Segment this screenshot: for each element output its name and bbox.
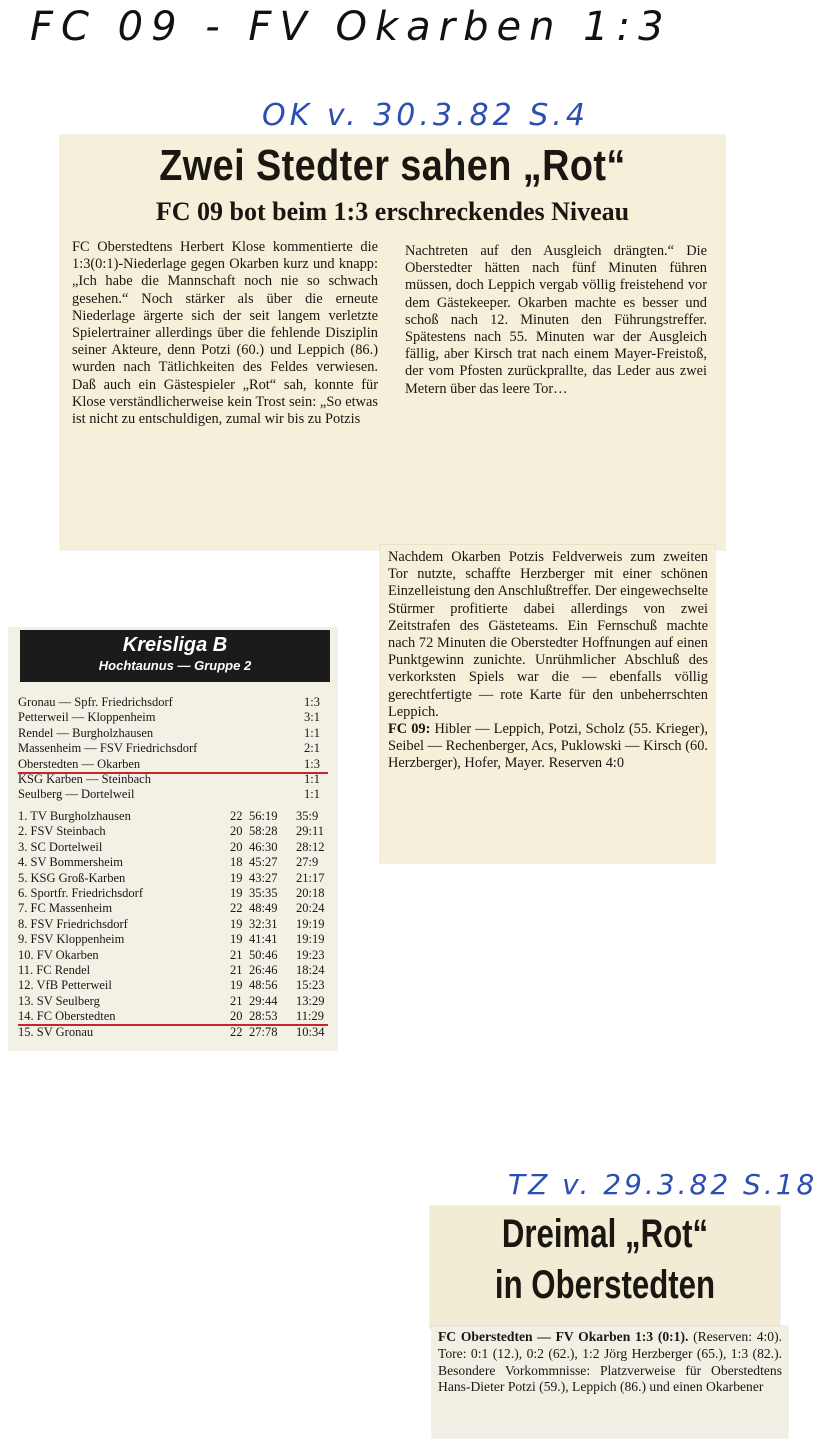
standings-games: 20 [230,824,243,839]
result-row [18,741,328,756]
standings-row [18,886,328,901]
result-row [18,710,328,725]
standings-games: 18 [230,855,243,870]
result-score: 3:1 [304,710,320,725]
standings-team: 7. FC Massenheim [18,901,113,916]
clip2-headline-line1: Dreimal „Rot“ [501,1212,709,1256]
standings-goals: 58:28 [249,824,278,839]
result-score: 1:1 [304,772,320,786]
standings-points: 18:24 [296,963,325,977]
article-column-right-top: Nachtreten auf den Ausgleich drängten.“ Die Oberstedter hätten nach fünf Minuten führen müssen, doch Leppich vergab völlig freistehend vor dem Gästekeeper. Okarben machte es besser und schoß nach 12. Minuten den Führungstreffer. Spätestens nach 55. Minuten war der Ausgleich fällig, aber Kirsch trat nach einem Mayer-Freistoß, der vom Pfosten zurückprallte, das Leder aus zwei Metern über das leere Tor… [405,243,707,397]
standings-points: 11:29 [296,1009,325,1024]
result-match: Oberstedten — Okarben [18,756,141,771]
standings-row [18,917,328,932]
standings-goals: 35:35 [249,886,278,900]
standings-team: 12. VfB Petterweil [18,978,112,993]
result-match: Gronau — Spfr. Friedrichsdorf [18,695,173,709]
standings-goals: 27:78 [249,1024,278,1039]
standings-points: 29:11 [296,824,325,839]
handwritten-source-note-1: OK v. 30.3.82 S.4 [262,98,589,133]
standings-goals: 48:56 [249,978,278,993]
clip2-body-text: (Reserven: 4:0). Tore: 0:1 (12.), 0:2 (62.), 1:2 Jörg Herzberger (65.), 1:3 (82.). Besondere Vorkommnisse: Platzverweise für Oberstedtens Hans-Dieter Potzi (59.), Leppich (86.) und einen Okarbener [438,1329,782,1395]
standings-goals: 45:27 [249,855,278,870]
result-match: Seulberg — Dortelweil [18,787,135,802]
standings-row [18,871,328,886]
result-row [18,695,328,710]
standings-team: 15. SV Gronau [18,1024,94,1039]
league-title: Kreisliga B [122,634,228,656]
standings-row [18,824,328,839]
standings-team: 5. KSG Groß-Karben [18,870,126,885]
standings-games: 22 [230,809,243,823]
league-table-clipping [8,627,338,1051]
standings-team: 9. FSV Kloppenheim [18,932,125,947]
standings-games: 21 [230,963,243,977]
standings-points: 15:23 [296,978,325,993]
clip2-lead: FC Oberstedten — FV Okarben 1:3 (0:1). [438,1329,689,1344]
standings-games: 19 [230,916,243,931]
standings-goals: 48:49 [249,901,278,916]
result-score: 1:1 [304,725,320,740]
standings-team: 1. TV Burgholzhausen [18,809,131,823]
article-column-right-bottom [388,549,708,773]
standings-points: 19:19 [296,916,325,931]
standings-points: 19:19 [296,932,325,947]
result-score: 1:1 [304,787,320,802]
result-match: Petterweil — Kloppenheim [18,710,156,725]
article-paragraph: Nachdem Okarben Potzis Feldverweis zum zweiten Tor nutzte, schaffte Herzberger mit einer schönen Einzelleistung den Anschlußtreffer. Der eingewechselte Stürmer profitierte dabei allerdings von zwei Zeitstrafen des Gästeteams. Ein Fernschuß machte nach 72 Minuten die Oberstedter Hoffnungen auf einen Punktgewinn zunichte. Unrühmlicher Abschluß des verkorksten Spiels war die — ebenfalls völlig gerechtfertigte — rote Karte für den unbeherrschten Leppich. [388,549,708,720]
standings-games: 21 [230,947,243,962]
result-match: KSG Karben — Steinbach [18,772,151,786]
standings-goals: 43:27 [249,870,278,885]
standings-row [18,932,328,947]
article-continuation-clipping [380,545,715,863]
standings-team: 4. SV Bommersheim [18,855,123,870]
standings-goals: 56:19 [249,809,278,823]
standings-games: 19 [230,870,243,885]
standings-games: 22 [230,1024,243,1039]
standings-points: 28:12 [296,839,325,854]
standings-row [18,978,328,993]
standings-games: 20 [230,839,243,854]
standings-row [18,855,328,870]
result-match: Rendel — Burgholzhausen [18,725,154,740]
standings-games: 20 [230,1009,243,1024]
standings-goals: 46:30 [249,839,278,854]
result-score: 2:1 [304,741,320,756]
standings-points: 21:17 [296,870,325,885]
standings-row [18,948,328,963]
standings-games: 21 [230,993,243,1008]
result-row [18,772,328,787]
league-header [20,630,330,682]
standings-games: 22 [230,901,243,916]
standings-points: 13:29 [296,993,325,1008]
standings-goals: 28:53 [249,1009,278,1024]
standings-points: 19:23 [296,947,325,962]
clip2-body-box [432,1326,788,1438]
clip2-headline-line2: in Oberstedten [494,1263,716,1307]
standings-row [18,901,328,916]
standings-team: 2. FSV Steinbach [18,824,106,839]
standings-team: 3. SC Dortelweil [18,839,103,854]
standings-points: 35:9 [296,809,319,823]
standings-goals: 29:44 [249,993,278,1008]
lineup-text: Hibler — Leppich, Potzi, Scholz (55. Krieger), Seibel — Rechenberger, Acs, Puklowski — Kirsch (60. Herzberger), Hofer, Mayer. Reserven 4:0 [388,721,708,772]
standings-games: 19 [230,932,243,947]
result-row [18,787,328,802]
article-column-left: FC Oberstedtens Herbert Klose kommentierte die 1:3(0:1)-Niederlage gegen Okarben kurz und knapp: „Ich habe die Mannschaft noch nie so schwach gesehen.“ Noch stärker als über die erneute Niederlage ärgerte sich der seit langem verletzte Spielertrainer allerdings über die fehlende Disziplin seiner Akteure, denn Potzi (60.) und Leppich (86.) wurden nach Tätlichkeiten des Feldes verwiesen. Daß auch ein Gästespieler „Rot“ sah, konnte für Klose verständlicherweise kein Trost sein: „So etwas ist nicht zu entschuldigen, zumal wir bis zu Potzis [72,239,378,428]
standings-row [18,1025,328,1040]
standings-team: 13. SV Seulberg [18,993,100,1008]
result-score: 1:3 [304,756,320,771]
article-headline: Zwei Stedter sahen „Rot“ [159,141,626,190]
standings-points: 20:24 [296,901,325,916]
standings-points: 20:18 [296,886,325,900]
standings-goals: 26:46 [249,963,278,977]
standings-team: 6. Sportfr. Friedrichsdorf [18,886,143,900]
standings-games: 19 [230,886,243,900]
lineup-label: FC 09: [388,721,431,738]
standings-goals: 50:46 [249,947,278,962]
clip2-paragraph [438,1329,782,1396]
result-match: Massenheim — FSV Friedrichsdorf [18,741,198,756]
standings-row [18,840,328,855]
standings-points: 27:9 [296,855,319,870]
standings-team: 8. FSV Friedrichsdorf [18,916,128,931]
standings-points: 10:34 [296,1024,325,1039]
standings-team: 10. FV Okarben [18,947,99,962]
standings-team: 11. FC Rendel [18,963,91,977]
lineup-paragraph [388,721,708,773]
standings-goals: 41:41 [249,932,278,947]
standings-team: 14. FC Oberstedten [18,1009,116,1024]
standings-row [18,809,328,824]
result-score: 1:3 [304,695,320,709]
article-clipping [60,135,725,550]
standings-games: 19 [230,978,243,993]
handwritten-source-note-2: TZ v. 29.3.82 S.18 [508,1168,818,1201]
standings-row [18,994,328,1009]
result-row [18,726,328,741]
clip2-headline-box [430,1206,780,1328]
standings-goals: 32:31 [249,916,278,931]
article-subheadline: FC 09 bot beim 1:3 erschreckendes Niveau [155,197,630,226]
handwritten-match-title: FC 09 - FV Okarben 1:3 [30,4,672,50]
standings-row [18,963,328,978]
league-subtitle: Hochtaunus — Gruppe 2 [98,658,252,673]
